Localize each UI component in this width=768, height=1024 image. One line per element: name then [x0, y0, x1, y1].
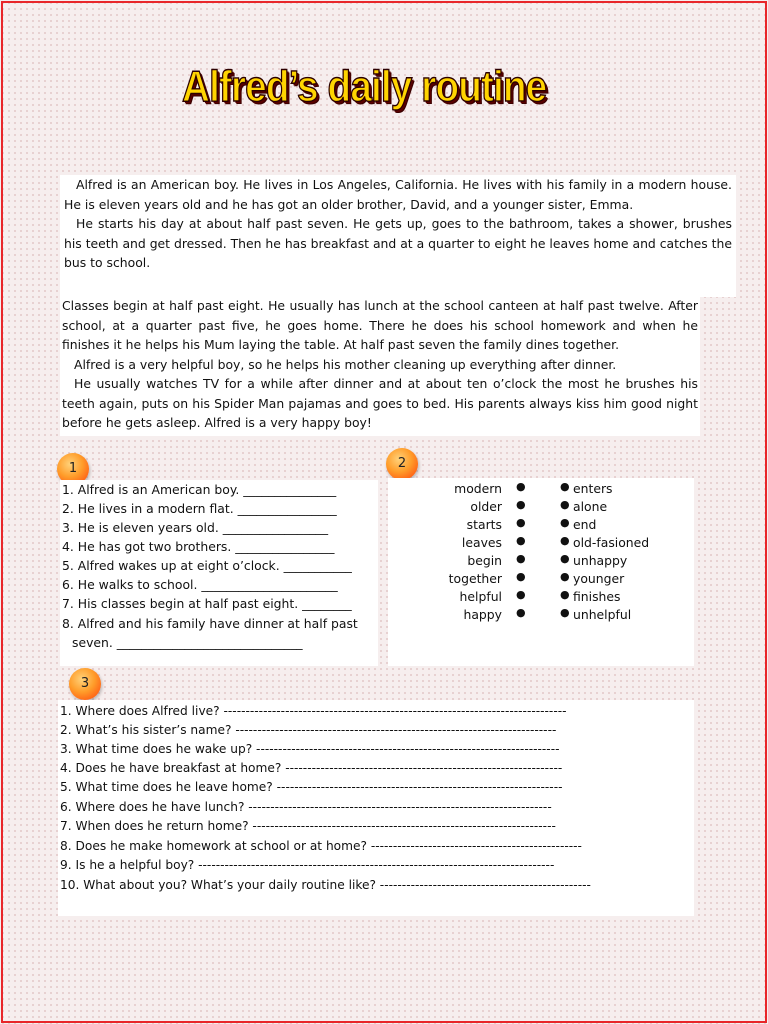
match-left-word: starts: [466, 517, 502, 532]
match-right-word: enters: [573, 481, 613, 496]
exercise-number-badge: 1: [57, 453, 89, 485]
statement-item: 4. He has got two brothers. ________________: [62, 539, 335, 554]
match-left-word: helpful: [459, 589, 502, 604]
statement-item: 5. Alfred wakes up at eight o’clock. ___________: [62, 558, 352, 573]
match-dot[interactable]: ●: [560, 480, 570, 493]
match-dot[interactable]: ●: [516, 552, 526, 565]
reading-paragraph: Classes begin at half past eight. He usually has lunch at the school canteen at half past twelve. After school, at a quarter past five, he goes home. There he does his school homework and when he finishes it he helps his Mum laying the table. At half past seven the family dines together.: [62, 298, 698, 352]
question-item: 6. Where does he have lunch? ---------------------------------------------------------------------: [60, 800, 552, 814]
exercise-number-badge: 2: [386, 448, 418, 480]
questions-exercise: [58, 700, 694, 916]
reading-text-part1: [60, 175, 736, 297]
exercise-number-badge: 3: [69, 668, 101, 700]
match-left-word: leaves: [461, 535, 502, 550]
match-dot[interactable]: ●: [516, 516, 526, 529]
match-left-word: together: [448, 571, 502, 586]
match-dot[interactable]: ●: [560, 552, 570, 565]
match-dot[interactable]: ●: [560, 534, 570, 547]
match-right-word: unhelpful: [573, 607, 632, 622]
question-item: 7. When does he return home? ---------------------------------------------------------------------: [60, 819, 556, 833]
match-dot[interactable]: ●: [560, 588, 570, 601]
match-dot[interactable]: ●: [516, 498, 526, 511]
statement-item: 2. He lives in a modern flat. ________________: [62, 501, 337, 516]
worksheet-title: Alfred’s daily routine: [182, 62, 547, 111]
match-right-word: unhappy: [573, 553, 628, 568]
question-item: 3. What time does he wake up? ---------------------------------------------------------------------: [60, 742, 560, 756]
statement-item: 3. He is eleven years old. _________________: [62, 520, 329, 535]
statement-item: 7. His classes begin at half past eight. ________: [62, 596, 352, 611]
statement-item: 1. Alfred is an American boy. _______________: [62, 482, 337, 497]
question-item: 2. What’s his sister’s name? -------------------------------------------------------------------------: [60, 723, 557, 737]
match-left-word: happy: [463, 607, 502, 622]
true-false-exercise: [60, 480, 378, 666]
match-dot[interactable]: ●: [516, 534, 526, 547]
statement-item: 8. Alfred and his family have dinner at half past: [62, 616, 358, 631]
reading-paragraph: Alfred is an American boy. He lives in Los Angeles, California. He lives with his family in a modern house. He is eleven years old and he has got an older brother, David, and a younger sister, Emma.: [64, 177, 732, 212]
reading-paragraph: He starts his day at about half past seven. He gets up, goes to the bathroom, takes a shower, brushes his teeth and get dressed. Then he has breakfast and at a quarter to eight he leaves home and catches the bus to school.: [64, 216, 733, 270]
question-item: 5. What time does he leave home? -----------------------------------------------------------------: [60, 780, 563, 794]
question-item: 1. Where does Alfred live? ------------------------------------------------------------------------------: [60, 704, 567, 718]
question-item: 8. Does he make homework at school or at home? ------------------------------------------------: [60, 839, 582, 853]
match-dot[interactable]: ●: [516, 606, 526, 619]
question-item: 4. Does he have breakfast at home? ---------------------------------------------------------------: [60, 761, 563, 775]
match-dot[interactable]: ●: [560, 606, 570, 619]
match-right-word: finishes: [573, 589, 621, 604]
reading-paragraph: Alfred is a very helpful boy, so he helps his mother cleaning up everything after dinner.: [74, 356, 617, 372]
match-left-word: modern: [454, 481, 502, 496]
matching-exercise: [388, 478, 694, 666]
match-dot[interactable]: ●: [560, 498, 570, 511]
match-dot[interactable]: ●: [560, 516, 570, 529]
statement-item: 6. He walks to school. ______________________: [62, 577, 338, 592]
question-item: 9. Is he a helpful boy? ---------------------------------------------------------------------------------: [60, 858, 555, 872]
match-right-word: old-fasioned: [573, 535, 650, 550]
match-right-word: alone: [573, 499, 608, 514]
match-left-word: older: [470, 499, 502, 514]
match-dot[interactable]: ●: [516, 588, 526, 601]
match-right-word: end: [573, 517, 597, 532]
reading-text-part2: [60, 296, 700, 436]
match-dot[interactable]: ●: [516, 480, 526, 493]
reading-paragraph: He usually watches TV for a while after dinner and at about ten o’clock the most he brushes his teeth again, puts on his Spider Man pajamas and goes to bed. His parents always kiss him good night before he gets asleep. Alfred is a very happy boy!: [62, 376, 698, 430]
match-dot[interactable]: ●: [560, 570, 570, 583]
match-right-word: younger: [573, 571, 625, 586]
question-item: 10. What about you? What’s your daily routine like? ------------------------------------------------: [60, 878, 591, 892]
match-dot[interactable]: ●: [516, 570, 526, 583]
match-left-word: begin: [467, 553, 502, 568]
statement-item: seven. ______________________________: [72, 635, 303, 650]
